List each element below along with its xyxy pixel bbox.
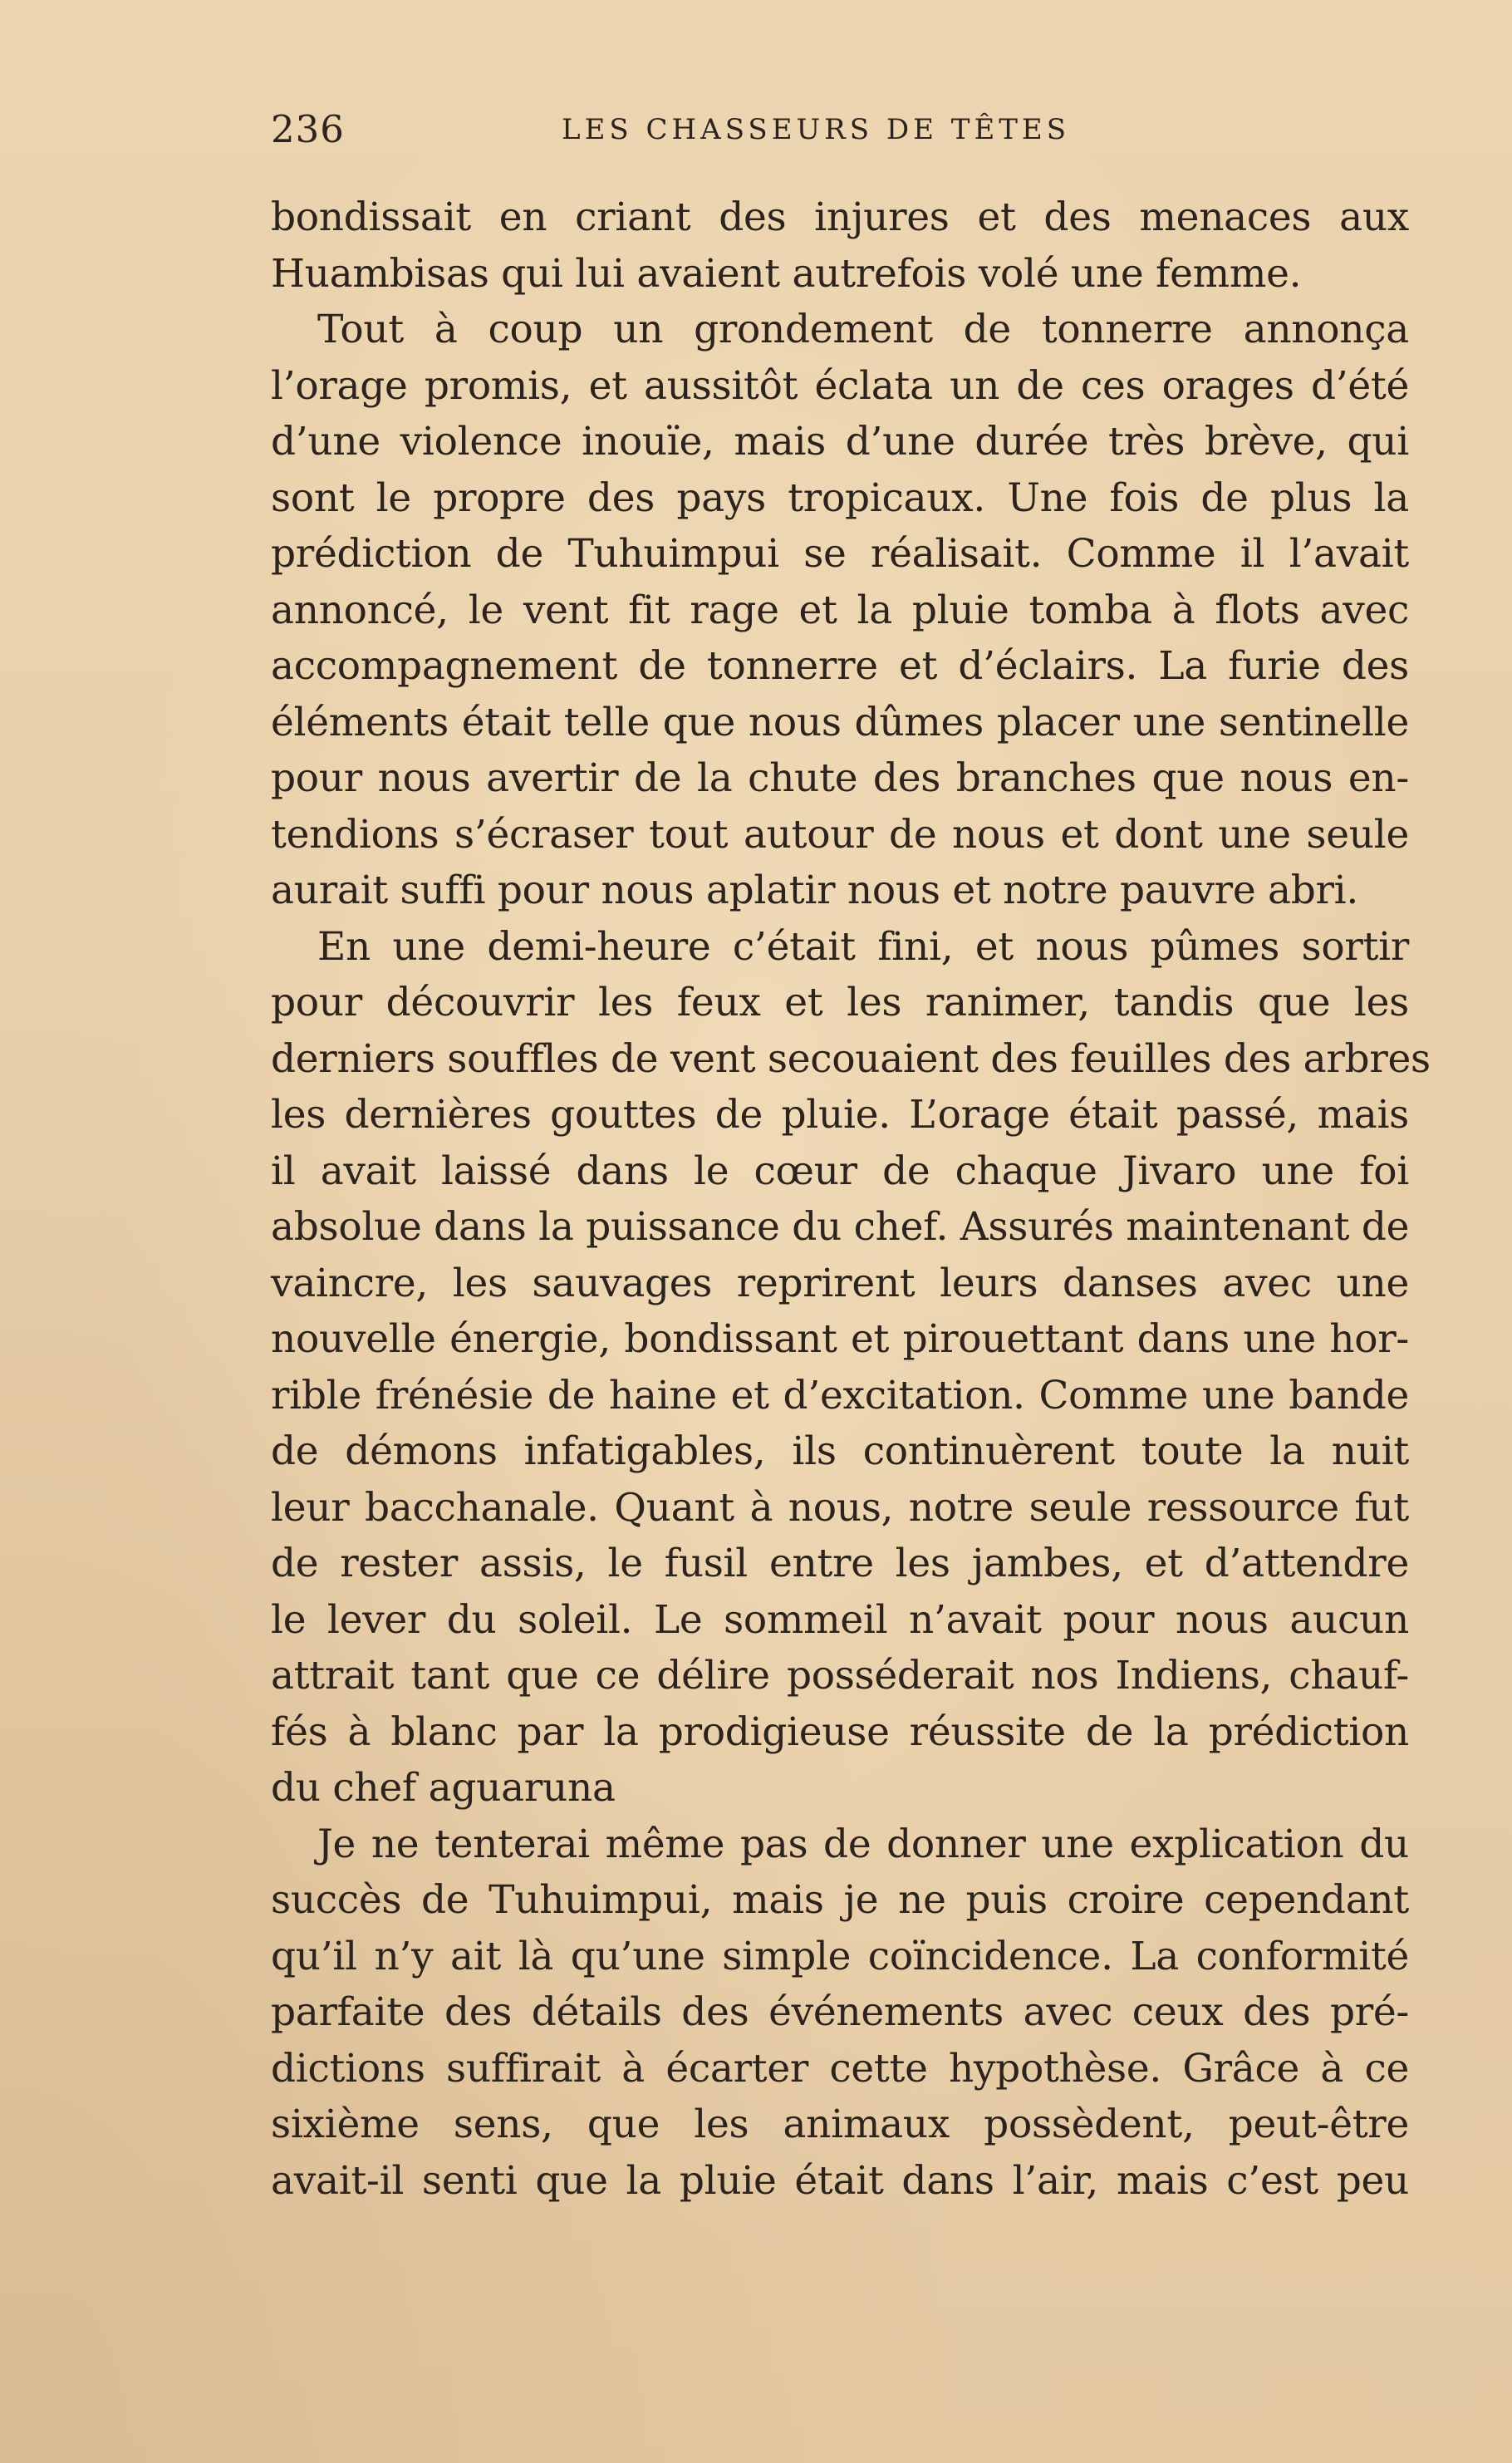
text-line: pour nous avertir de la chute des branches que nous en- bbox=[271, 755, 1409, 801]
text-line: En une demi-heure c’était fini, et nous pûmes sortir bbox=[317, 923, 1409, 970]
text-line: éléments était telle que nous dûmes placer une sentinelle bbox=[271, 699, 1409, 745]
text-line: dictions suffirait à écarter cette hypothèse. Grâce à ce bbox=[271, 2045, 1409, 2092]
text-line: vaincre, les sauvages reprirent leurs danses avec une bbox=[271, 1260, 1409, 1306]
page-number: 236 bbox=[271, 107, 345, 151]
text-line: rible frénésie de haine et d’excitation. Comme une bande bbox=[271, 1372, 1409, 1418]
text-line: de rester assis, le fusil entre les jambes, et d’attendre bbox=[271, 1541, 1409, 1586]
text-line: d’une violence inouïe, mais d’une durée très brève, qui bbox=[271, 419, 1409, 465]
text-line: derniers souffles de vent secouaient des feuilles des arbres bbox=[271, 1035, 1431, 1082]
running-head bbox=[271, 103, 1409, 156]
text-line: bondissait en criant des injures et des menaces aux bbox=[271, 194, 1409, 240]
text-line: attrait tant que ce délire posséderait nos Indiens, chauf- bbox=[271, 1653, 1409, 1699]
text-line: annoncé, le vent fit rage et la pluie tomba à flots avec bbox=[271, 587, 1409, 633]
text-line: le lever du soleil. Le sommeil n’avait pour nous aucun bbox=[271, 1596, 1409, 1643]
text-line: nouvelle énergie, bondissant et pirouettant dans une hor- bbox=[271, 1316, 1409, 1362]
text-line: sont le propre des pays tropicaux. Une fois de plus la bbox=[271, 474, 1409, 521]
text-line: pour découvrir les feux et les ranimer, tandis que les bbox=[271, 980, 1409, 1025]
text-line: fés à blanc par la prodigieuse réussite de la prédiction bbox=[271, 1708, 1409, 1755]
text-line: qu’il n’y ait là qu’une simple coïncidence. La conformité bbox=[271, 1933, 1409, 1979]
text-line: Huambisas qui lui avaient autrefois volé une femme. bbox=[271, 250, 1302, 297]
text-line: succès de Tuhuimpui, mais je ne puis croire cependant bbox=[271, 1877, 1409, 1923]
text-line: l’orage promis, et aussitôt éclata un de ces orages d’été bbox=[271, 362, 1409, 409]
text-line: accompagnement de tonnerre et d’éclairs. La furie des bbox=[271, 643, 1409, 689]
text-line: de démons infatigables, ils continuèrent toute la nuit bbox=[271, 1428, 1409, 1474]
text-line: avait-il senti que la pluie était dans l’air, mais c’est peu bbox=[271, 2157, 1409, 2204]
text-line: Je ne tenterai même pas de donner une explication du bbox=[317, 1821, 1409, 1867]
text-line: prédiction de Tuhuimpui se réalisait. Comme il l’avait bbox=[271, 531, 1409, 577]
text-line: parfaite des détails des événements avec ceux des pré- bbox=[271, 1989, 1409, 2035]
running-title: LES CHASSEURS DE TÊTES bbox=[562, 113, 1071, 146]
body-text bbox=[271, 189, 1431, 2209]
text-line: aurait suffi pour nous aplatir nous et notre pauvre abri. bbox=[271, 868, 1359, 913]
text-line: leur bacchanale. Quant à nous, notre seule ressource fut bbox=[271, 1484, 1409, 1531]
text-line: absolue dans la puissance du chef. Assurés maintenant de bbox=[271, 1204, 1410, 1250]
text-line: les dernières gouttes de pluie. L’orage était passé, mais bbox=[271, 1092, 1409, 1138]
text-line: du chef aguaruna bbox=[271, 1765, 616, 1811]
text-line: il avait laissé dans le cœur de chaque Jivaro une foi bbox=[271, 1148, 1409, 1194]
text-line: tendions s’écraser tout autour de nous et dont une seule bbox=[271, 811, 1409, 858]
text-line: Tout à coup un grondement de tonnerre annonça bbox=[317, 307, 1409, 352]
text-line: sixième sens, que les animaux possèdent, peut-être bbox=[271, 2102, 1409, 2147]
